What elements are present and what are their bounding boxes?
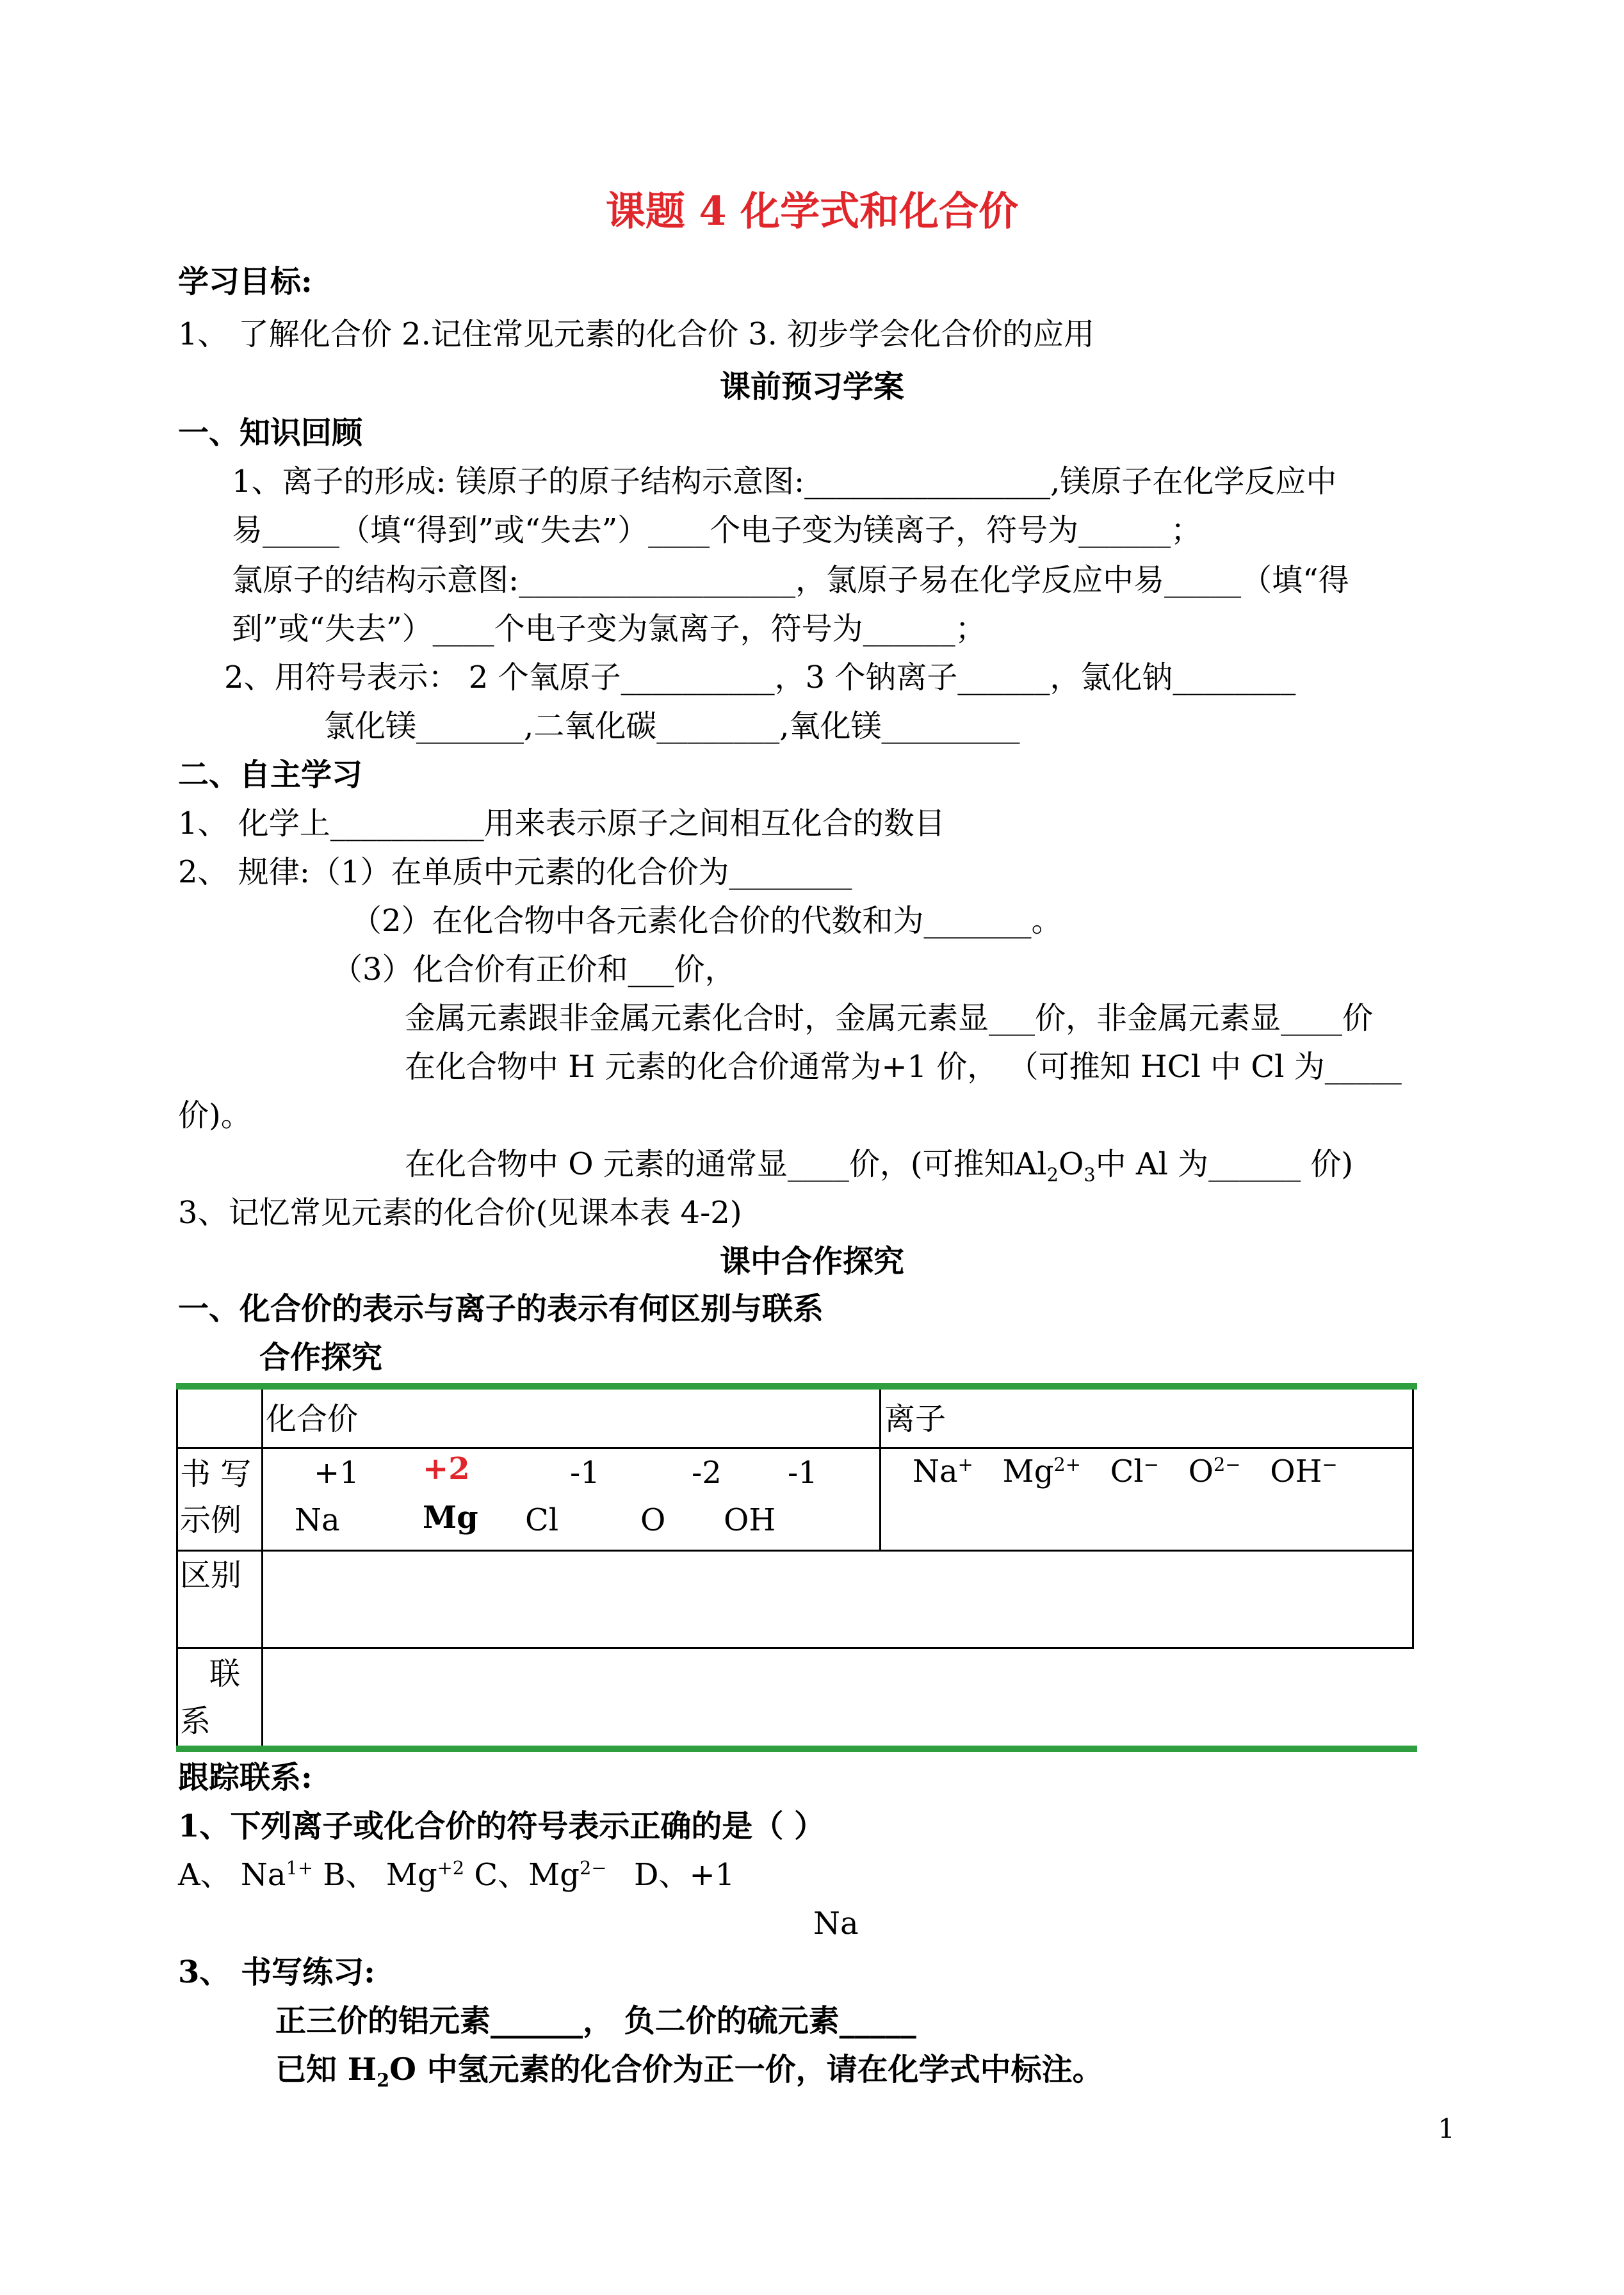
option-d: D、+1 xyxy=(634,1857,735,1893)
element-o: O xyxy=(640,1502,666,1538)
section-self-study: 二、自主学习 xyxy=(178,757,363,793)
review-line-4: 到”或“失去”）____个电子变为氯离子，符号为______； xyxy=(232,611,986,647)
row-difference-label: 区别 xyxy=(180,1557,242,1593)
study-line-2: 2、 规律:（1）在单质中元素的化合价为________ xyxy=(178,854,852,890)
valence-oh: -1 xyxy=(788,1455,818,1491)
row-connection-label-b: 系 xyxy=(180,1703,211,1739)
study-line-4: （3）化合价有正价和___价， xyxy=(332,952,736,987)
page-title: 课题 4 化学式和化合价 xyxy=(605,188,1019,234)
ion-list: Na+ $Mg^{2+}$ Cl− $O^{2-}$ OH− xyxy=(913,1454,1338,1489)
option-d-element: Na xyxy=(813,1906,859,1942)
valence-o: -2 xyxy=(692,1455,722,1491)
review-line-3: 氯原子的结构示意图:__________________，氯原子易在化学反应中易_____（填“得 xyxy=(232,562,1349,598)
question-1: 1、下列离子或化合价的符号表示正确的是（ ） xyxy=(178,1808,825,1844)
review-line-1: 1、离子的形成: 镁原子的原子结构示意图:________________,镁原子在化学反应中 xyxy=(232,464,1337,499)
section-valence-vs-ion: 一、化合价的表示与离子的表示有何区别与联系 xyxy=(178,1291,824,1327)
element-oh: OH xyxy=(724,1502,776,1538)
valence-mg: +2 xyxy=(423,1451,470,1487)
header-ion: 离子 xyxy=(884,1401,946,1437)
section-knowledge-review: 一、知识回顾 xyxy=(178,415,363,451)
review-line-5: 2、用符号表示： 2 个氧原子__________，3 个钠离子______，氯化钠________ xyxy=(224,660,1296,695)
row-writing-label-b: 示例 xyxy=(180,1502,242,1538)
row-writing-label-a: 书 写 xyxy=(180,1456,252,1492)
row-connection-label-a: 联 xyxy=(209,1656,241,1692)
valence-na: +1 xyxy=(314,1455,359,1491)
study-line-1: 1、 化学上__________用来表示原子之间相互化合的数目 xyxy=(178,806,945,841)
objectives-line: 1、 了解化合价 2.记住常见元素的化合价 3. 初步学会化合价的应用 xyxy=(178,316,1095,352)
cooperative-exploration: 合作探究 xyxy=(259,1340,383,1375)
preview-heading: 课前预习学案 xyxy=(719,369,904,405)
page-number: 1 xyxy=(1438,2113,1455,2145)
element-na: Na xyxy=(295,1502,340,1538)
review-line-6: 氯化镁_______,二氧化碳________,氧化镁_________ xyxy=(324,708,1020,744)
objectives-heading: 学习目标: xyxy=(178,264,313,300)
study-line-5: 金属元素跟非金属元素化合时，金属元素显___价，非金属元素显____价 xyxy=(405,1000,1374,1036)
writing-practice-1: 正三价的铝元素______， 负二价的硫元素_____ xyxy=(275,2003,916,2039)
comparison-table xyxy=(176,1383,1417,1752)
question-1-options: A、 $Na^{1+}$ B、 $Mg^{+2}$ C、$Mg^{2-}$ xyxy=(178,1857,607,1893)
writing-practice-2: 已知 $H_2O$ 中氢元素的化合价为正一价，请在化学式中标注。 xyxy=(275,2052,1103,2091)
study-line-8: 在化合物中 O 元素的通常显____价，(可推知$Al_2O_3$中 Al 为______ 价) xyxy=(405,1146,1354,1186)
question-3: 3、 书写练习: xyxy=(178,1954,375,1990)
review-line-2: 易_____（填“得到”或“失去”）____个电子变为镁离子，符号为______； xyxy=(232,512,1202,548)
header-valence: 化合价 xyxy=(266,1401,359,1437)
study-line-9: 3、记忆常见元素的化合价(见课本表 4-2) xyxy=(178,1195,742,1231)
followup-heading: 跟踪联系: xyxy=(178,1760,313,1796)
element-mg: Mg xyxy=(423,1500,478,1536)
valence-cl: -1 xyxy=(570,1455,600,1491)
study-line-6: 在化合物中 H 元素的化合价通常为+1 价， （可推知 HCl 中 Cl 为_____ xyxy=(405,1049,1402,1085)
study-line-3: （2）在化合物中各元素化合价的代数和为_______。 xyxy=(351,903,1062,939)
study-line-7: 价)。 xyxy=(178,1098,252,1133)
element-cl: Cl xyxy=(525,1502,559,1538)
inclass-heading: 课中合作探究 xyxy=(719,1244,904,1279)
